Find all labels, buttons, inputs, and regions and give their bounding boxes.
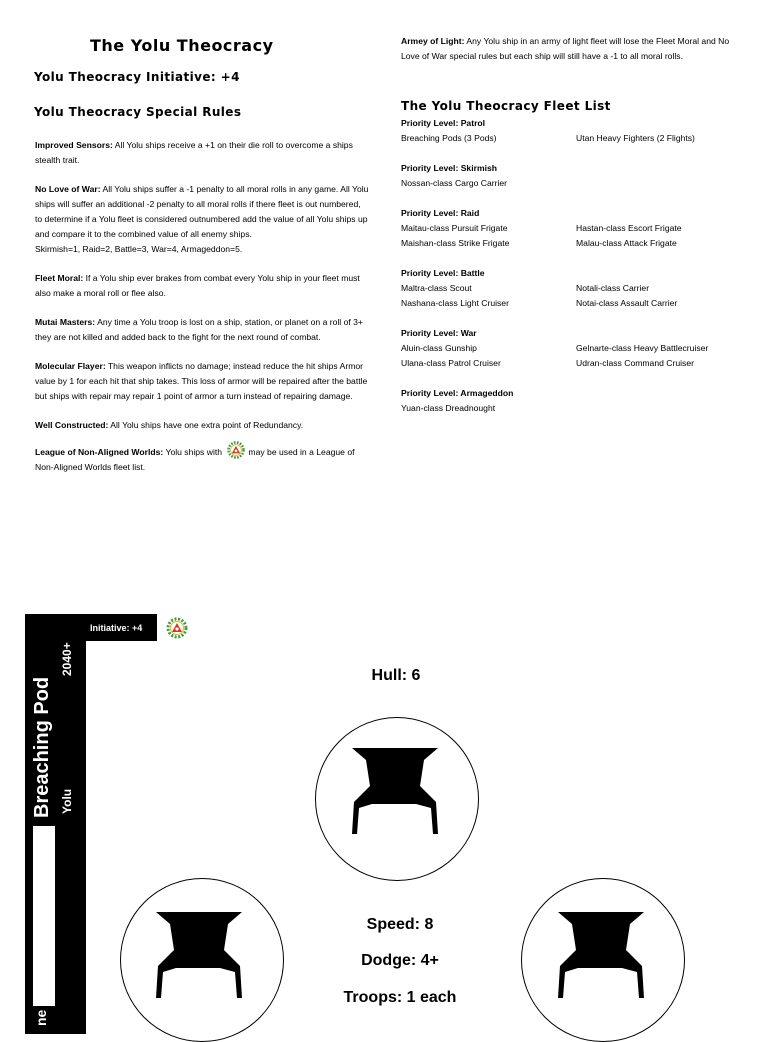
card-ship-name: Breaching Pod — [31, 676, 53, 818]
fleet-group-raid — [401, 206, 751, 266]
fleet-item: Notali-class Carrier — [576, 283, 650, 293]
priority-level-label: Priority Level: Armageddon — [401, 388, 514, 398]
fleet-group-war — [401, 326, 751, 386]
priority-level-label: Priority Level: Skirmish — [401, 163, 497, 173]
fleet-item: Maishan-class Strike Frigate — [401, 238, 510, 248]
fleet-list — [401, 116, 751, 416]
rule-league: League of Non-Aligned Worlds: Yolu ships with may be used in a League of Non-Aligned Worlds fleet list. — [35, 445, 370, 475]
pod-circle-right — [521, 878, 685, 1042]
fleet-item: Notai-class Assault Carrier — [576, 298, 678, 308]
fleet-group-patrol — [401, 116, 751, 161]
fleet-item: Gelnarte-class Heavy Battlecruiser — [576, 343, 709, 353]
pod-circle-top — [315, 717, 479, 881]
card-troops: Troops: 1 each — [343, 989, 457, 1006]
breaching-pod-icon — [154, 910, 244, 1002]
card-initiative: Initiative: +4 — [90, 623, 143, 633]
rule-molecular-flayer: Molecular Flayer: This weapon inflicts no damage; instead reduce the hit ships Armor value by 1 for each hit that ship takes. This loss of armor will be repaired after the battle but ships with repair may repair 1 point of armor a turn instead of repairing damage. — [35, 361, 368, 401]
card-race: Yolu — [60, 788, 74, 814]
initiative-heading: Yolu Theocracy Initiative: +4 — [34, 70, 240, 84]
breaching-pod-icon — [350, 746, 440, 838]
fleet-item: Ulana-class Patrol Cruiser — [401, 358, 501, 368]
rule-well-constructed: Well Constructed: All Yolu ships have one extra point of Redundancy. — [35, 420, 304, 430]
fleet-item: Nashana-class Light Cruiser — [401, 298, 509, 308]
fleet-item: Maitau-class Pursuit Frigate — [401, 223, 508, 233]
page-title: The Yolu Theocracy — [90, 36, 274, 55]
fleet-item: Nossan-class Cargo Carrier — [401, 178, 508, 188]
card-dodge: Dodge: 4+ — [361, 952, 439, 969]
fleet-list-heading: The Yolu Theocracy Fleet List — [401, 99, 611, 113]
fleet-item: Hastan-class Escort Frigate — [576, 223, 682, 233]
card-year: 2040+ — [60, 642, 74, 676]
fleet-item: Udran-class Command Cruiser — [576, 358, 694, 368]
rule-no-love-of-war: No Love of War: All Yolu ships suffer a -1 penalty to all moral rolls in any game. All Yolu ships will suffer an additional -2 penalty to all moral rolls if there fleet is out numbered, to determine if a Yolu fleet is considered outnumbered add the value of all Yolu ships up and compare it to the combined value of all enemy ships. Skirmish=1, Raid=2, Battle=3, War=4, Armageddon=5. — [35, 184, 369, 254]
priority-level-label: Priority Level: Patrol — [401, 118, 486, 128]
priority-level-label: Priority Level: Raid — [401, 208, 480, 218]
card-name-fragment: ne — [33, 1009, 49, 1026]
card-name-box — [33, 826, 55, 1006]
army-of-light-rule: Armey of Light: Any Yolu ship in an army of light fleet will lose the Fleet Moral and No Love of War special rules but each ship will still have a -1 to all moral rolls. — [401, 36, 730, 61]
league-emblem-icon — [226, 440, 246, 460]
fleet-item: Malau-class Attack Frigate — [576, 238, 677, 248]
fleet-item: Utan Heavy Fighters (2 Flights) — [576, 133, 695, 143]
fleet-item: Maltra-class Scout — [401, 283, 472, 293]
special-rules-list — [35, 138, 370, 489]
card-speed: Speed: 8 — [366, 916, 434, 933]
breaching-pod-icon — [556, 910, 646, 1002]
fleet-item: Yuan-class Dreadnought — [401, 403, 496, 413]
rule-mutai-masters: Mutai Masters: Any time a Yolu troop is lost on a ship, station, or planet on a roll of 3+ they are not killed and added back to the fight for the next round of combat. — [35, 317, 363, 342]
card-initiative-tab — [85, 614, 157, 641]
rule-fleet-moral: Fleet Moral: If a Yolu ship ever brakes from combat every Yolu ship in your fleet must also make a moral roll or flee also. — [35, 273, 360, 298]
fleet-group-armageddon — [401, 386, 751, 416]
fleet-group-battle — [401, 266, 751, 326]
card-hull: Hull: 6 — [371, 667, 421, 684]
rule-improved-sensors: Improved Sensors: All Yolu ships receive a +1 on their die roll to overcome a ships stealth trait. — [35, 140, 353, 165]
special-rules-heading: Yolu Theocracy Special Rules — [34, 105, 242, 119]
priority-level-label: Priority Level: War — [401, 328, 477, 338]
fleet-item: Breaching Pods (3 Pods) — [401, 133, 497, 143]
priority-level-label: Priority Level: Battle — [401, 268, 485, 278]
fleet-group-skirmish — [401, 161, 751, 206]
pod-circle-left — [120, 878, 284, 1042]
fleet-item: Aluin-class Gunship — [401, 343, 477, 353]
card-emblem-icon — [165, 616, 189, 645]
